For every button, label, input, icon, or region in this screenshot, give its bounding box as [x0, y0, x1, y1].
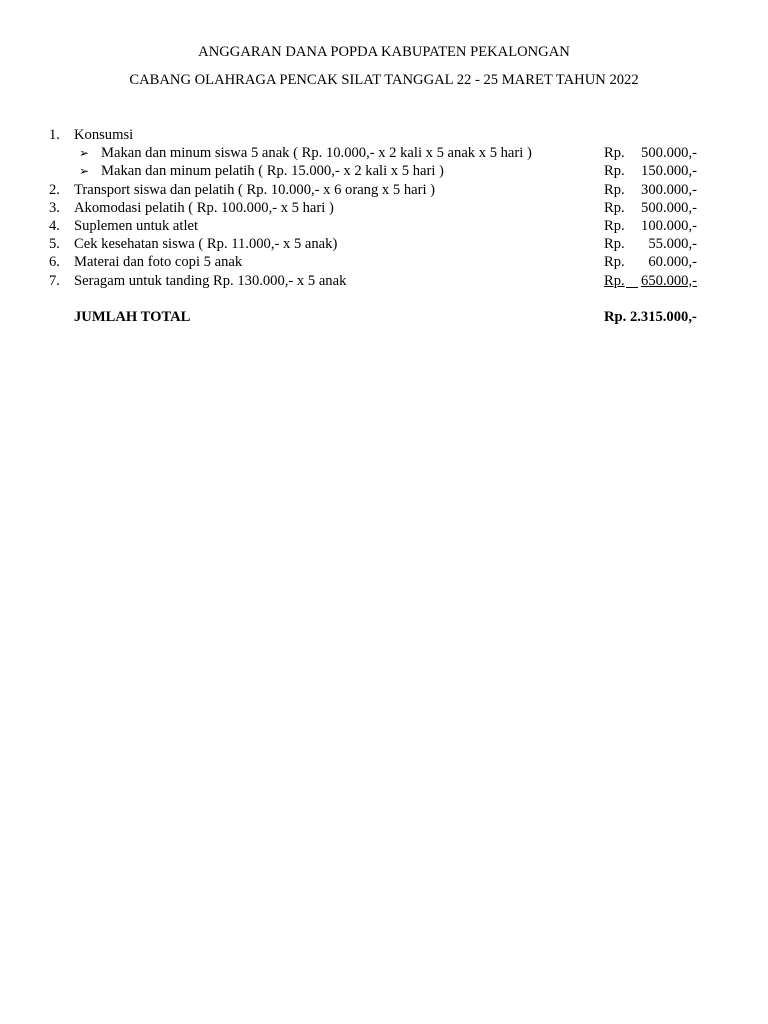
currency-label: Rp. [604, 217, 625, 234]
item-number: 6. [49, 254, 60, 271]
budget-subitem-1b [0, 162, 768, 180]
budget-item-1 [0, 126, 768, 144]
currency-label: Rp. [604, 145, 625, 162]
budget-item-2 [0, 181, 768, 199]
currency-label: Rp. [604, 199, 625, 216]
item-label: Konsumsi [74, 127, 134, 143]
item-label: Materai dan foto copi 5 anak [74, 254, 243, 271]
item-number: 1. [49, 127, 60, 143]
document-subtitle: CABANG OLAHRAGA PENCAK SILAT TANGGAL 22 - 25 MARET TAHUN 2022 [129, 72, 639, 88]
amount-value: 650.000,- [641, 272, 697, 289]
item-number: 7. [49, 272, 60, 289]
item-number: 4. [49, 217, 60, 234]
amount-value: 150.000,- [641, 163, 697, 180]
total-amount: Rp. 2.315.000,- [604, 309, 697, 325]
amount-value: 500.000,- [641, 145, 697, 162]
item-number: 3. [49, 199, 60, 216]
underline-divider [626, 287, 638, 288]
budget-item-7 [0, 272, 768, 290]
budget-item-4 [0, 217, 768, 235]
currency-label: Rp. [604, 236, 625, 253]
amount-value: 55.000,- [648, 236, 697, 253]
subitem-label: Makan dan minum siswa 5 anak ( Rp. 10.000,- x 2 kali x 5 anak x 5 hari ) [101, 145, 532, 162]
budget-item-3 [0, 199, 768, 217]
item-label: Akomodasi pelatih ( Rp. 100.000,- x 5 hari ) [74, 199, 334, 216]
arrow-bullet-icon: ➢ [79, 164, 90, 179]
amount-value: 60.000,- [648, 254, 697, 271]
amount-value: 500.000,- [641, 199, 697, 216]
arrow-bullet-icon: ➢ [79, 146, 90, 161]
total-label: JUMLAH TOTAL [74, 309, 191, 325]
item-label: Transport siswa dan pelatih ( Rp. 10.000,- x 6 orang x 5 hari ) [74, 181, 436, 198]
currency-label: Rp. [604, 254, 625, 271]
item-number: 5. [49, 236, 60, 253]
amount-value: 100.000,- [641, 217, 697, 234]
budget-subitem-1a [0, 144, 768, 162]
currency-label: Rp. [604, 181, 625, 198]
item-label: Seragam untuk tanding Rp. 130.000,- x 5 anak [74, 272, 347, 289]
amount-value: 300.000,- [641, 181, 697, 198]
budget-item-6 [0, 253, 768, 271]
item-number: 2. [49, 181, 60, 198]
currency-label: Rp. [604, 272, 625, 289]
total-row [0, 308, 768, 326]
currency-label: Rp. [604, 163, 625, 180]
subitem-label: Makan dan minum pelatih ( Rp. 15.000,- x 2 kali x 5 hari ) [101, 163, 444, 180]
budget-list [0, 126, 768, 290]
budget-item-5 [0, 235, 768, 253]
item-label: Suplemen untuk atlet [74, 217, 199, 234]
item-label: Cek kesehatan siswa ( Rp. 11.000,- x 5 anak) [74, 236, 338, 253]
document-title: ANGGARAN DANA POPDA KABUPATEN PEKALONGAN [198, 44, 570, 60]
